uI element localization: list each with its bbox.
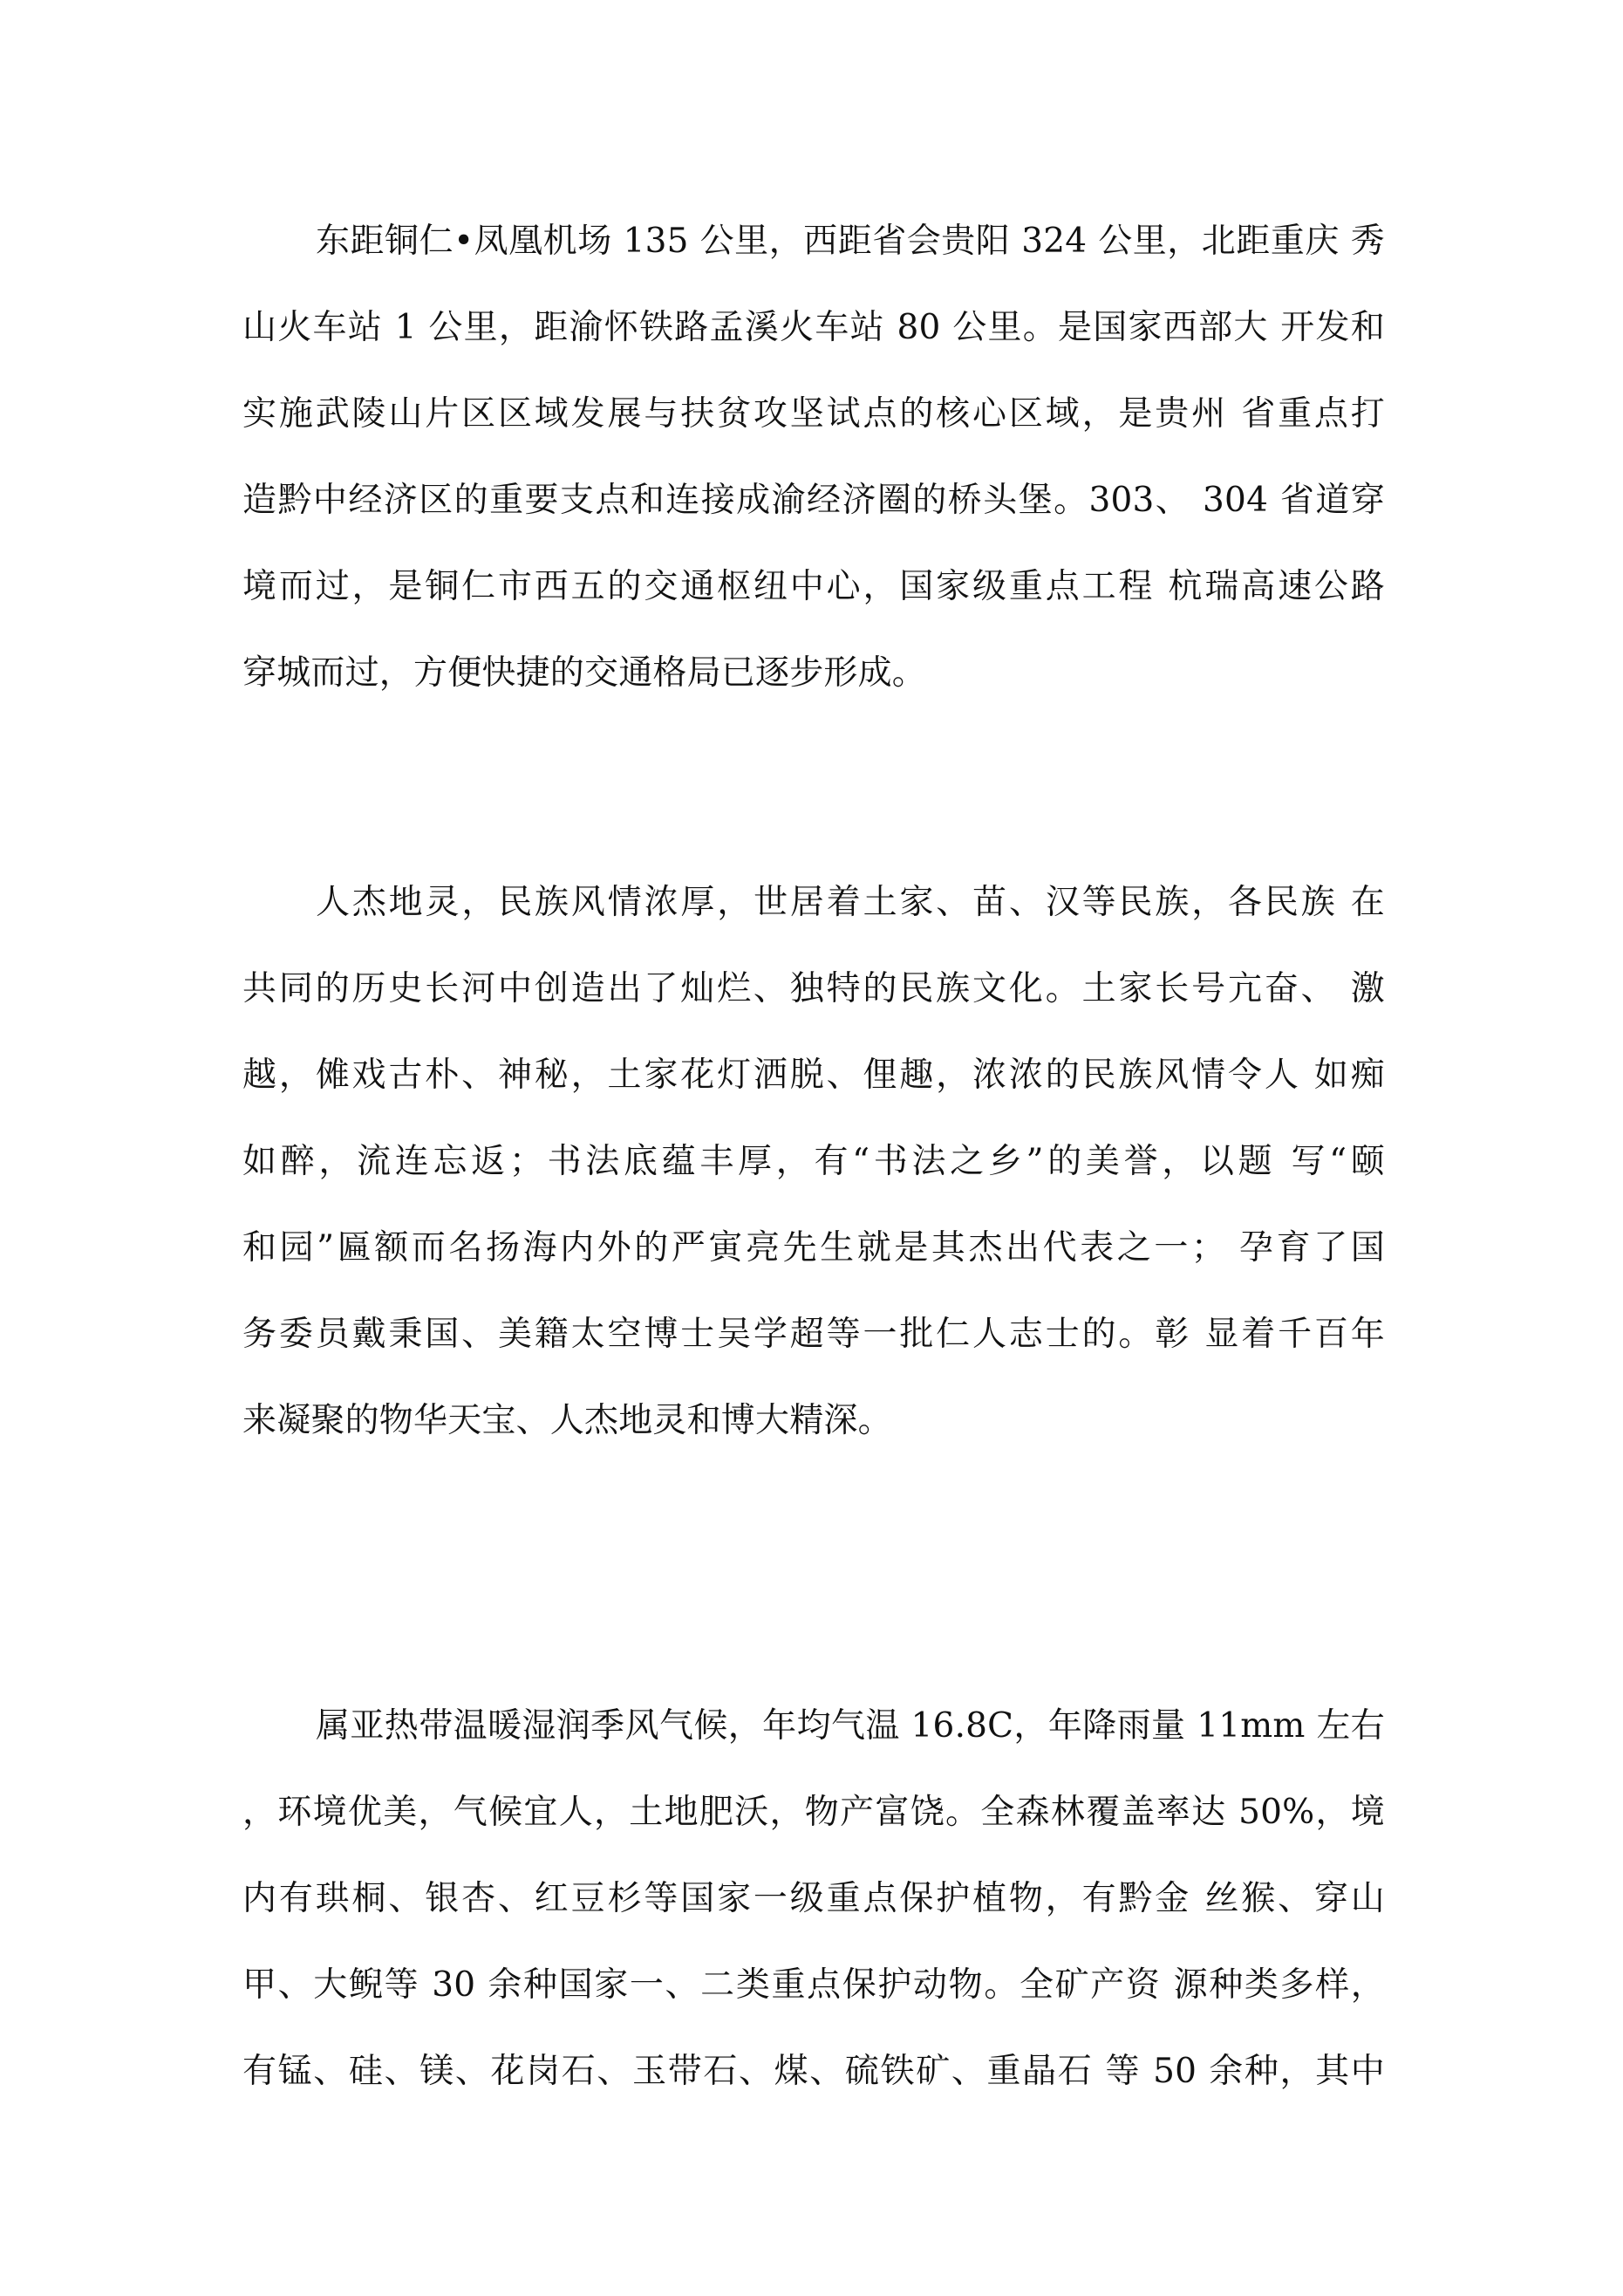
paragraph-transportation <box>242 198 1385 716</box>
text-line: 东距铜仁•凤凰机场 135 公里，西距省会贵阳 324 公里，北距重庆 秀 <box>316 222 1385 261</box>
text-line: 如醉，流连忘返；书法底蕴丰厚，有“书法之乡”的美誉，以题 写“颐 <box>242 1142 1385 1181</box>
text-line: 实施武陵山片区区域发展与扶贫攻坚试点的核心区域，是贵州 省重点打 <box>242 394 1385 434</box>
text-line: 穿城而过，方便快捷的交通格局已逐步形成。 <box>242 653 927 693</box>
text-line: 来凝聚的物华天宝、人杰地灵和博大精深。 <box>242 1401 892 1440</box>
text-line: 造黔中经济区的重要支点和连接成渝经济圈的桥头堡。303、 304 省道穿 <box>242 481 1385 520</box>
text-line: 属亚热带温暖湿润季风气候，年均气温 16.8C，年降雨量 11mm 左右 <box>316 1706 1385 1746</box>
text-line: 务委员戴秉国、美籍太空博士吴学超等一批仁人志士的。彰 显着千百年 <box>242 1315 1385 1354</box>
text-line: 内有珙桐、银杏、红豆杉等国家一级重点保护植物，有黔金 丝猴、穿山 <box>242 1879 1385 1918</box>
paragraph-culture <box>242 859 1385 1464</box>
text-line: 人杰地灵，民族风情浓厚，世居着土家、苗、汉等民族，各民族 在 <box>316 883 1385 922</box>
text-line: 共同的历史长河中创造出了灿烂、独特的民族文化。土家长号亢奋、 激 <box>242 969 1385 1008</box>
paragraph-climate-resources <box>242 1683 1385 2115</box>
text-line: 有锰、硅、镁、花岗石、玉带石、煤、硫铁矿、重晶石 等 50 余种，其中 <box>242 2052 1385 2091</box>
text-line: 越，傩戏古朴、神秘，土家花灯洒脱、俚趣，浓浓的民族风情令人 如痴 <box>242 1056 1385 1095</box>
text-line: 山火车站 1 公里，距渝怀铁路孟溪火车站 80 公里。是国家西部大 开发和 <box>242 308 1385 347</box>
text-line: 甲、大鲵等 30 余种国家一、二类重点保护动物。全矿产资 源种类多样， <box>242 1965 1385 2005</box>
text-line: ，环境优美，气候宜人，土地肥沃，物产富饶。全森林覆盖率达 50%，境 <box>242 1793 1385 1832</box>
text-line: 境而过，是铜仁市西五的交通枢纽中心，国家级重点工程 杭瑞高速公路 <box>242 567 1385 606</box>
text-line: 和园”匾额而名扬海内外的严寅亮先生就是其杰出代表之一； 孕育了国 <box>242 1228 1385 1268</box>
